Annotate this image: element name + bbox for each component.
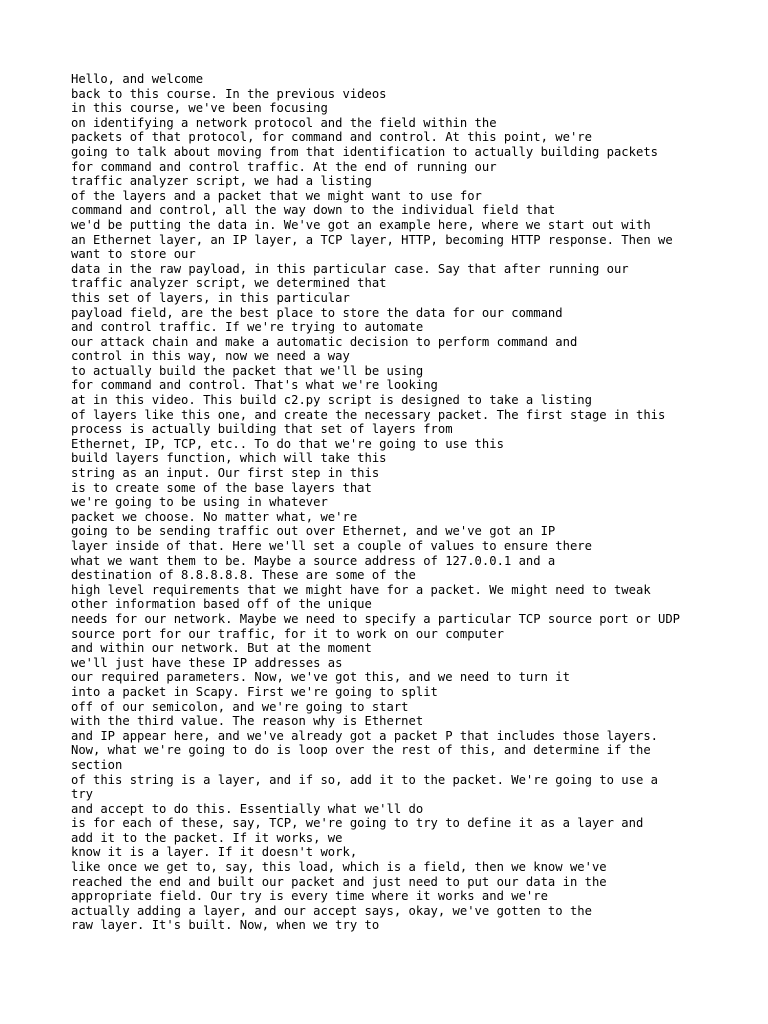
transcript-line: reached the end and built our packet and just need to put our data in the: [71, 874, 607, 889]
transcript-line: build layers function, which will take this: [71, 451, 387, 466]
transcript-line: add it to the packet. If it works, we: [71, 830, 343, 845]
transcript-line: payload field, are the best place to store the data for our command: [71, 305, 563, 320]
transcript-line: and within our network. But at the moment: [71, 641, 372, 656]
transcript-line: source port for our traffic, for it to work on our computer: [71, 626, 504, 641]
transcript-line: our attack chain and make a automatic decision to perform command and: [71, 334, 578, 349]
transcript-line: what we want them to be. Maybe a source address of 127.0.0.1 and a: [71, 553, 556, 568]
transcript-line: and IP appear here, and we've already got a packet P that includes those layers.: [71, 728, 658, 743]
transcript-line: and accept to do this. Essentially what we'll do: [71, 801, 424, 816]
transcript-line: string as an input. Our first step in this: [71, 466, 380, 481]
transcript-line: control in this way, now we need a way: [71, 349, 350, 364]
transcript-line: going to be sending traffic out over Ethernet, and we've got an IP: [71, 524, 556, 539]
transcript-line: of this string is a layer, and if so, add it to the packet. We're going to use a: [71, 772, 658, 787]
transcript-line: actually adding a layer, and our accept says, okay, we've gotten to the: [71, 903, 592, 918]
transcript-line: this set of layers, in this particular: [71, 290, 350, 305]
transcript-line: appropriate field. Our try is every time where it works and we're: [71, 889, 548, 904]
transcript-line: want to store our: [71, 247, 196, 262]
transcript-line: needs for our network. Maybe we need to specify a particular TCP source port or UDP: [71, 611, 681, 626]
transcript-line: on identifying a network protocol and the field within the: [71, 115, 497, 130]
transcript-line: Now, what we're going to do is loop over the rest of this, and determine if the: [71, 743, 651, 758]
transcript-line: Hello, and welcome: [71, 72, 204, 86]
transcript-line: our required parameters. Now, we've got this, and we need to turn it: [71, 670, 570, 685]
transcript-line: of the layers and a packet that we might want to use for: [71, 188, 482, 203]
transcript-line: destination of 8.8.8.8.8. These are some of the: [71, 568, 416, 583]
transcript-page: [71, 72, 761, 933]
transcript-line: into a packet in Scapy. First we're going to split: [71, 684, 438, 699]
transcript-line: is to create some of the base layers that: [71, 480, 372, 495]
transcript-line: other information based off of the unique: [71, 597, 372, 612]
transcript-line: raw layer. It's built. Now, when we try to: [71, 918, 380, 933]
transcript-line: know it is a layer. If it doesn't work,: [71, 845, 358, 860]
transcript-line: we're going to be using in whatever: [71, 495, 328, 510]
transcript-line: traffic analyzer script, we determined that: [71, 276, 387, 291]
transcript-line: section: [71, 757, 123, 772]
transcript-line: of layers like this one, and create the necessary packet. The first stage in this: [71, 407, 666, 422]
transcript-line: in this course, we've been focusing: [71, 101, 328, 116]
transcript-line: back to this course. In the previous videos: [71, 86, 387, 101]
transcript-line: high level requirements that we might have for a packet. We might need to tweak: [71, 582, 651, 597]
transcript-line: packet we choose. No matter what, we're: [71, 509, 358, 524]
transcript-line: command and control, all the way down to the individual field that: [71, 203, 556, 218]
transcript-line: like once we get to, say, this load, which is a field, then we know we've: [71, 860, 607, 875]
transcript-line: packets of that protocol, for command and control. At this point, we're: [71, 130, 592, 145]
transcript-line: traffic analyzer script, we had a listing: [71, 174, 372, 189]
transcript-line: and control traffic. If we're trying to automate: [71, 320, 424, 335]
transcript-line: going to talk about moving from that identification to actually building packets: [71, 144, 658, 159]
transcript-line: off of our semicolon, and we're going to start: [71, 699, 409, 714]
transcript-line: for command and control traffic. At the end of running our: [71, 159, 497, 174]
transcript-line: is for each of these, say, TCP, we're going to try to define it as a layer and: [71, 816, 644, 831]
transcript-line: to actually build the packet that we'll be using: [71, 363, 424, 378]
transcript-line: for command and control. That's what we're looking: [71, 378, 438, 393]
transcript-line: at in this video. This build c2.py script is designed to take a listing: [71, 393, 592, 408]
transcript-line: data in the raw payload, in this particular case. Say that after running our: [71, 261, 629, 276]
transcript-line: try: [71, 787, 94, 802]
transcript-line: Ethernet, IP, TCP, etc.. To do that we're going to use this: [71, 436, 504, 451]
transcript-line: layer inside of that. Here we'll set a couple of values to ensure there: [71, 539, 592, 553]
transcript-line: we'd be putting the data in. We've got an example here, where we start out with: [71, 217, 651, 232]
transcript-line: an Ethernet layer, an IP layer, a TCP layer, HTTP, becoming HTTP response. Then we: [71, 232, 673, 247]
transcript-line: we'll just have these IP addresses as: [71, 655, 343, 670]
transcript-line: process is actually building that set of layers from: [71, 422, 453, 437]
transcript-line: with the third value. The reason why is Ethernet: [71, 714, 424, 729]
